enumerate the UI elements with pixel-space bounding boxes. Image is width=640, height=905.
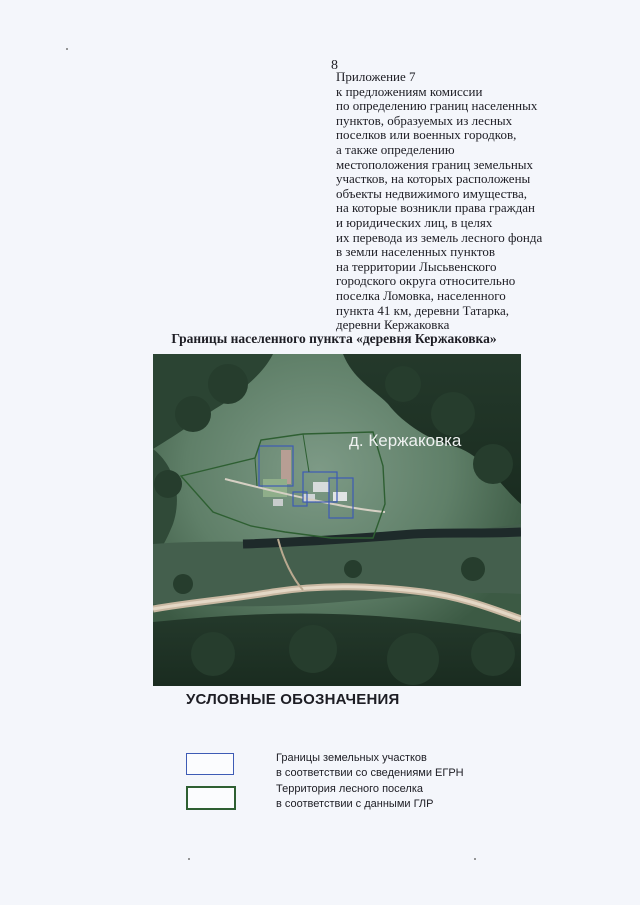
scan-speck <box>188 858 190 860</box>
building <box>273 499 283 506</box>
appendix-line: на территории Лысьвенского <box>336 258 497 274</box>
appendix-line: поселка Ломовка, населенного <box>336 287 506 303</box>
appendix-header <box>336 70 626 333</box>
appendix-line: деревни Кержаковка <box>336 317 450 333</box>
legend-item-line: в соответствии с данными ГЛР <box>276 798 434 810</box>
appendix-line: к предложениям комиссии <box>336 83 483 99</box>
legend-item-line: Границы земельных участков <box>276 752 427 764</box>
appendix-line: местоположения границ земельных <box>336 156 534 172</box>
field-plot <box>281 450 291 484</box>
legend-item-egrn <box>276 751 576 781</box>
appendix-line: их перевода из земель лесного фонда <box>336 229 543 245</box>
appendix-line: пунктов, образуемых из лесных <box>336 112 513 128</box>
appendix-line: по определению границ населенных <box>336 98 538 114</box>
legend-item-line: в соответствии со сведениями ЕГРН <box>276 767 464 779</box>
legend-item-line: Территория лесного поселка <box>276 783 423 795</box>
appendix-line: и юридических лиц, в целях <box>336 214 493 230</box>
building <box>333 492 347 501</box>
page-number: 8 <box>331 58 338 73</box>
legend-item-glr <box>276 782 576 812</box>
map-title: Границы населенного пункта «деревня Кержаковка» <box>171 331 497 346</box>
appendix-line: пункта 41 км, деревни Татарка, <box>336 302 509 318</box>
appendix-line: а также определению <box>336 141 455 157</box>
appendix-line: участков, на которых расположены <box>336 171 531 187</box>
legend-swatch-glr <box>186 786 236 810</box>
legend-swatch-egrn <box>186 753 234 775</box>
appendix-line: Приложение 7 <box>336 69 416 84</box>
scan-speck <box>474 858 476 860</box>
appendix-line: на которые возникли права граждан <box>336 200 535 216</box>
village-label: д. Кержаковка <box>349 431 462 450</box>
appendix-line: объекты недвижимого имущества, <box>336 185 528 201</box>
appendix-line: в земли населенных пунктов <box>336 244 496 260</box>
scan-speck <box>66 48 68 50</box>
appendix-line: городского округа относительно <box>336 273 516 289</box>
building <box>313 482 329 492</box>
appendix-line: поселков или военных городков, <box>336 127 517 143</box>
satellite-map <box>153 354 521 686</box>
legend-title: УСЛОВНЫЕ ОБОЗНАЧЕНИЯ <box>186 691 400 708</box>
